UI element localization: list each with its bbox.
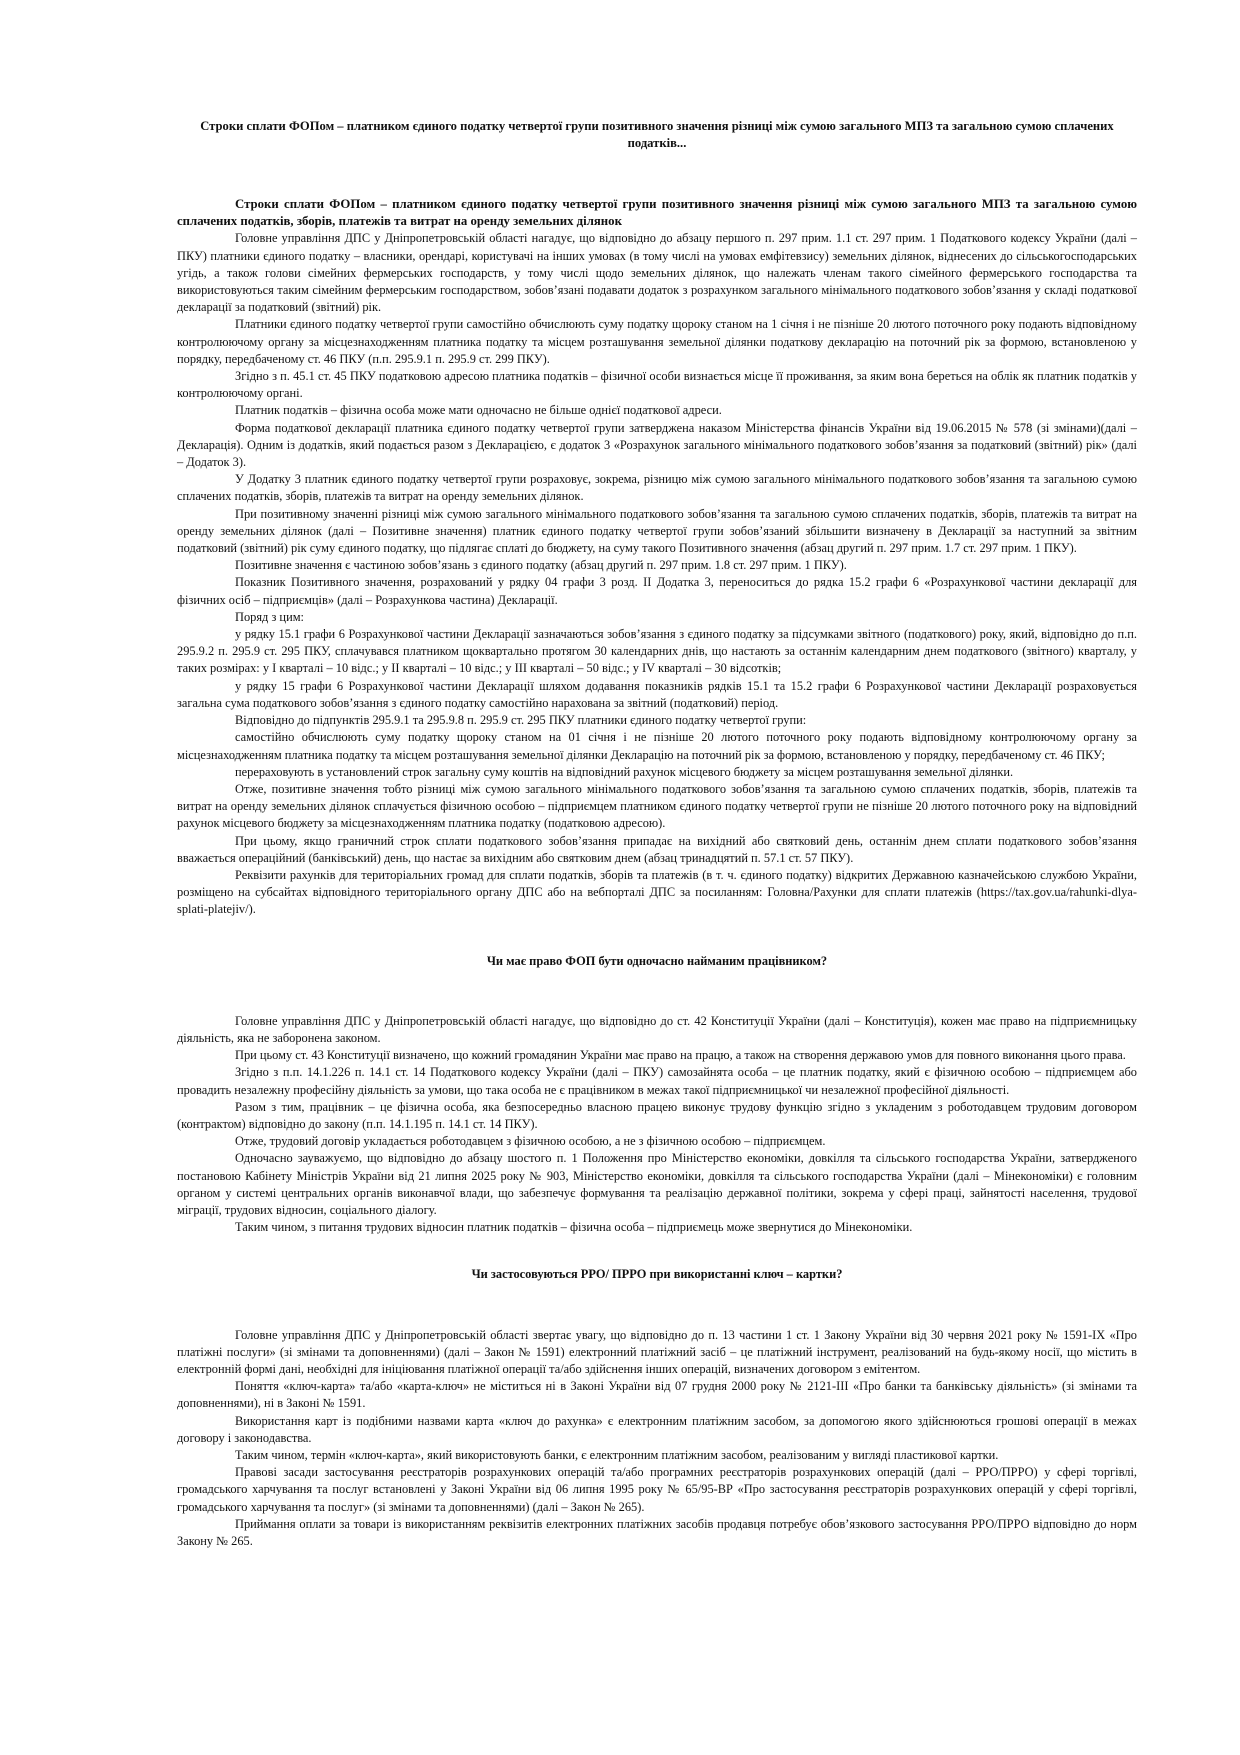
article-fop-employee: [177, 953, 1137, 1237]
paragraph: При цьому ст. 43 Конституції визначено, що кожний громадянин України має право на працю, а також на створення державою умов для повного виконання цього права.: [235, 1048, 1126, 1063]
paragraph: у рядку 15 графи 6 Розрахункової частини Декларації шляхом додавання показників рядків 15.1 та 15.2 графи 6 Розрахункової частини Декларації розраховується загальна сума податкового зобов’язання з єдиного податку самостійно нарахована за звітний (податковий) період.: [177, 678, 1137, 710]
document-page: [177, 118, 1137, 1550]
paragraph: Приймання оплати за товари із використанням реквізитів електронних платіжних засобів продавця потребує обов’язкового застосування РРО/ПРРО відповідно до норм Закону № 265.: [177, 1516, 1137, 1549]
paragraph: Отже, трудовий договір укладається роботодавцем з фізичною особою, а не з фізичною особою – підприємцем.: [235, 1134, 826, 1149]
paragraph: Разом з тим, працівник – це фізична особа, яка безпосередньо власною працею виконує трудову функцію згідно з укладеним з роботодавцем трудовим договором (контрактом) відповідно до закону (п.п. 14.1.195 п. 14.1 ст. 14 ПКУ).: [177, 1099, 1137, 1131]
paragraph: Таким чином, термін «ключ-карта», який використовують банки, є електронним платіжним засобом, реалізованим у вигляді пластикової картки.: [235, 1448, 999, 1462]
paragraph: Позитивне значення є частиною зобов’язань з єдиного податку (абзац другий п. 297 прим. 1.8 ст. 297 прим. 1 ПКУ).: [235, 558, 847, 573]
paragraph: Форма податкової декларації платника єдиного податку четвертої групи затверджена наказом Міністерства фінансів України від 19.06.2015 № 578 (зі змінами)(далі – Декларація). Одним із додатків, який подається разом з Декларацією, є додаток 3 «Розрахунок загального мінімального податкового зобов’язання за податковий (звітний) рік» (далі – Додаток 3).: [177, 420, 1137, 470]
document-title: Строки сплати ФОПом – платником єдиного податку четвертої групи позитивного значення різниці між сумою загального МПЗ та загальною сумою сплачених податків...: [200, 119, 1114, 150]
section-heading: Чи має право ФОП бути одночасно найманим працівником?: [486, 953, 828, 968]
paragraph: Отже, позитивне значення тобто різниці між сумою загального мінімального податкового зобов’язання та загальною сумою сплачених податків, зборів, платежів та витрат на оренду земельних ділянок сплачується фізичною особою – підприємцем платником єдиного податку четвертої групи не пізніше 20 лютого поточного року на відповідний рахунок місцевого бюджету за місцезнаходженням платника податку (податковою адресою).: [177, 781, 1137, 831]
paragraph: Головне управління ДПС у Дніпропетровській області нагадує, що відповідно до ст. 42 Конституції України (далі – Конституція), кожен має право на підприємницьку діяльність, яка не заборонена законом.: [177, 1013, 1137, 1045]
paragraph: У Додатку 3 платник єдиного податку четвертої групи розраховує, зокрема, різницю між сумою загального мінімального податкового зобов’язання та загальною сумою сплачених податків, зборів, платежів та витрат на оренду земельних ділянок.: [177, 472, 1137, 504]
section-heading: Чи застосовуються РРО/ ПРРО при використанні ключ – картки?: [471, 1267, 843, 1282]
article-rro-key-card: [177, 1266, 1137, 1550]
paragraph: Поряд з цим:: [235, 609, 304, 624]
paragraph: Головне управління ДПС у Дніпропетровській області нагадує, що відповідно до абзацу першого п. 297 прим. 1.1 ст. 297 прим. 1 Податкового кодексу України (далі – ПКУ) платники єдиного податку – власники, орендарі, користувачі на інших умовах (в тому числі на умовах емфітевзису) земельних ділянок, віднесених до сільськогосподарських угідь, а також голови сімейних фермерських господарств, у тому числі щодо земельних ділянок, що належать членам такого сімейного фермерського господарства та використовуються таким сімейним фермерським господарством, зобов’язані подавати додаток з розрахунком загального мінімального податкового зобов’язання у складі податкової декларації за податковий (звітний) рік.: [177, 231, 1137, 315]
paragraph: Одночасно зауважуємо, що відповідно до абзацу шостого п. 1 Положення про Міністерство економіки, довкілля та сільського господарства України, затвердженого постановою Кабінету Міністрів України від 21 липня 2025 року № 903, Міністерство економіки, довкілля та сільського господарства України (далі – Мінекономіки) є головним органом у системі центральних органів виконавчої влади, що забезпечує формування та реалізацію державної політики, зокрема у сфері праці, зайнятості населення, трудової міграції, трудових відносин, соціального діалогу.: [177, 1151, 1137, 1217]
paragraph: Згідно з п.п. 14.1.226 п. 14.1 ст. 14 Податкового кодексу України (далі – ПКУ) самозайнята особа – це платник податку, який є фізичною особою – підприємцем або провадить незалежну професійну діяльність за умови, що така особа не є працівником в межах такої підприємницької чи незалежної професійної діяльності.: [177, 1065, 1137, 1097]
paragraph: Використання карт із подібними назвами карта «ключ до рахунка» є електронним платіжним засобом, за допомогою якого здійснюються грошові операції в межах договору і законодавства.: [177, 1413, 1137, 1445]
paragraph: Відповідно до підпунктів 295.9.1 та 295.9.8 п. 295.9 ст. 295 ПКУ платники єдиного податку четвертої групи:: [235, 713, 807, 728]
paragraph: Платник податків – фізична особа може мати одночасно не більше однієї податкової адреси.: [235, 403, 722, 418]
paragraph: Згідно з п. 45.1 ст. 45 ПКУ податковою адресою платника податків – фізичної особи визнається місце її проживання, за яким вона береться на облік як платник податків у контролюючому органі.: [177, 369, 1137, 401]
paragraph: самостійно обчислюють суму податку щороку станом на 01 січня і не пізніше 20 лютого поточного року подають відповідному контролюючому органу за місцезнаходженням платника податку та місцем розташування земельної ділянки Декларацію на поточний рік за формою, встановленою у порядку, передбаченому ст. 46 ПКУ;: [177, 730, 1137, 762]
paragraph: Реквізити рахунків для територіальних громад для сплати податків, зборів та платежів (в т. ч. єдиного податку) відкритих Державною казначейською службою України, розміщено на субсайтах відповідного територіального органу ДПС або на вебпорталі ДПС за посиланням: Головна/Рахунки для сплати платежів (https://tax.gov.ua/rahunki-dlya-splati-platejiv/).: [177, 867, 1137, 917]
article-lead-heading: Строки сплати ФОПом – платником єдиного податку четвертої групи позитивного значення різниці між сумою загального МПЗ та загальною сумою сплачених податків, зборів, платежів та витрат на оренду земельних ділянок: [177, 197, 1137, 229]
paragraph: Поняття «ключ-карта» та/або «карта-ключ» не міститься ні в Законі України від 07 грудня 2000 року № 2121-III «Про банки та банківську діяльність» (зі змінами та доповненнями), ні в Законі № 1591.: [177, 1379, 1137, 1411]
article-payment-deadlines: [177, 196, 1137, 919]
paragraph: перераховують в установлений строк загальну суму коштів на відповідний рахунок місцевого бюджету за місцем розташування земельної ділянки.: [235, 764, 1014, 779]
paragraph: Головне управління ДПС у Дніпропетровській області звертає увагу, що відповідно до п. 13 частини 1 ст. 1 Закону України від 30 червня 2021 року № 1591-IX «Про платіжні послуги» (зі змінами та доповненнями) (далі – Закон № 1591) електронний платіжний засіб – це платіжний інструмент, реалізований на будь-якому носії, що містить в електронній формі дані, необхідні для ініціювання платіжної операції та/або здійснення інших операцій, визначених договором з емітентом.: [177, 1327, 1137, 1376]
paragraph: При цьому, якщо граничний строк сплати податкового зобов’язання припадає на вихідний або святковий день, останнім днем сплати податкового зобов’язання вважається операційний (банківський) день, що настає за вихідним або святковим днем (абзац тринадцятий п. 57.1 ст. 57 ПКУ).: [177, 833, 1137, 865]
paragraph: Платники єдиного податку четвертої групи самостійно обчислюють суму податку щороку станом на 1 січня і не пізніше 20 лютого поточного року подають відповідному контролюючому органу за місцезнаходженням платника податку та місцем розташування земельної ділянки податкову декларацію на поточний рік за формою, встановленою у порядку, передбаченому ст. 46 ПКУ (п.п. 295.9.1 п. 295.9 ст. 299 ПКУ).: [177, 317, 1137, 366]
paragraph: Таким чином, з питання трудових відносин платник податків – фізична особа – підприємець може звернутися до Мінекономіки.: [235, 1220, 913, 1235]
paragraph: Правові засади застосування реєстраторів розрахункових операцій та/або програмних реєстраторів розрахункових операцій (далі – РРО/ПРРО) у сфері торгівлі, громадського харчування та послуг встановлені у Законі України від 06 липня 1995 року № 65/95-ВР «Про застосування реєстраторів розрахункових операцій у сфері торгівлі, громадського харчування та послуг» (зі змінами та доповненнями) (далі – Закон № 265).: [177, 1465, 1137, 1514]
paragraph: При позитивному значенні різниці між сумою загального мінімального податкового зобов’язання та загальною сумою сплачених податків, зборів, платежів та витрат на оренду земельних ділянок (далі – Позитивне значення) платник єдиного податку четвертої групи зобов’язаний збільшити визначену в Декларації за наступний за звітним податковий (звітний) рік суму єдиного податку, що підлягає сплаті до бюджету, на суму такого Позитивного значення (абзац другий п. 297 прим. 1.7 ст. 297 прим. 1 ПКУ).: [177, 506, 1137, 556]
paragraph: у рядку 15.1 графи 6 Розрахункової частини Декларації зазначаються зобов’язання з єдиного податку за підсумками звітного (податкового) року, який, відповідно до п.п. 295.9.2 п. 295.9 ст. 295 ПКУ, сплачувався платником щоквартально протягом 30 календарних днів, що настають за останнім календарним днем податкового (звітного) кварталу, у таких розмірах: у I кварталі – 10 відс.; у II кварталі – 10 відс.; у III кварталі – 50 відс.; у IV кварталі – 30 відсотків;: [177, 627, 1137, 676]
paragraph: Показник Позитивного значення, розрахований у рядку 04 графи 3 розд. II Додатка 3, переноситься до рядка 15.2 графи 6 «Розрахункової частини декларації для фізичних осіб – підприємців» (далі – Розрахункова частина) Декларації.: [177, 575, 1137, 607]
